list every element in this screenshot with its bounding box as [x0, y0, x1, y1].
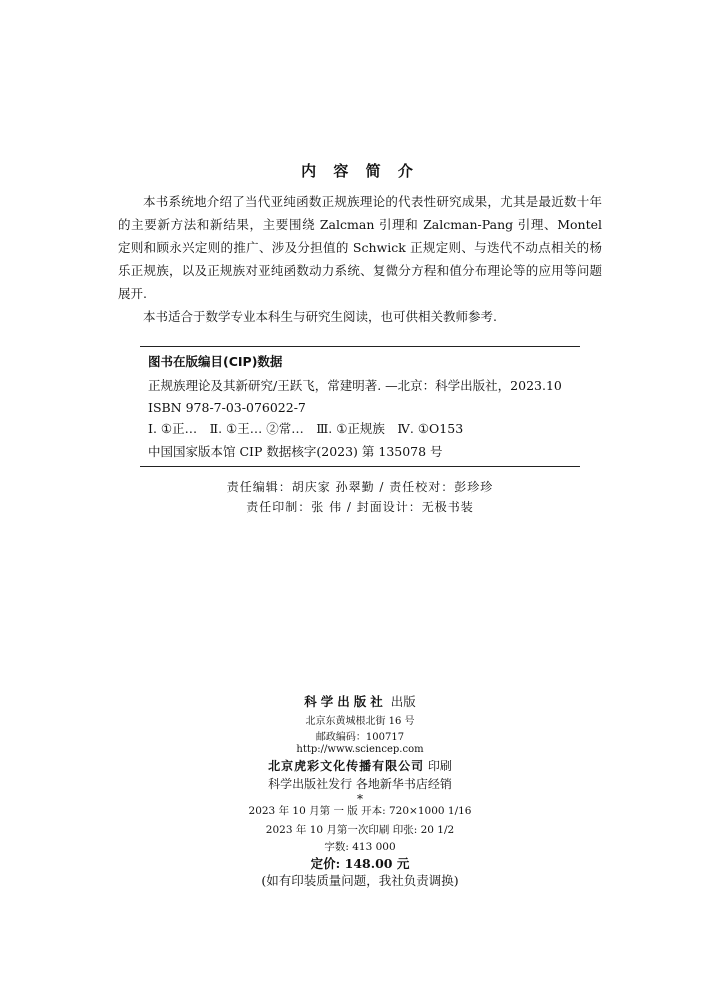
cip-isbn: ISBN 978-7-03-076022-7 [148, 400, 306, 415]
postcode: 邮政编码：100717 [315, 732, 405, 743]
cip-bottom-rule [140, 466, 580, 467]
intro-paragraph: 本书系统地介绍了当代亚纯函数正规族理论的代表性研究成果，尤其是最近数十年的主要新方法和新结果，主要围绕 Zalcman 引理和 Zalcman-Pang 引理、Montel 定则和顾永兴定则的推广、涉及分担值的 Schwick 正规定则、与迭代不动点相关的杨乐正规族，以及正规族对亚纯函数动力系统、复微分方程和值分布理论等的应用等问题展开. [118, 194, 602, 301]
publisher-address: 北京东黄城根北街 16 号 [305, 716, 415, 727]
intro-title: 内 容 简 介 [301, 162, 419, 180]
printer-line [0, 757, 720, 774]
printing-info: 2023 年 10 月第一次印刷 印张: 20 1/2 [265, 824, 455, 836]
quality-notice: (如有印装质量问题，我社负责调换) [261, 873, 459, 888]
cip-record-number: 中国国家版本馆 CIP 数据核字(2023) 第 135078 号 [148, 444, 443, 459]
printer-name: 北京虎彩文化传播有限公司 [268, 759, 425, 773]
edition-info: 2023 年 10 月第 一 版 开本: 720×1000 1/16 [248, 805, 472, 817]
price: 定价: 148.00 元 [310, 856, 410, 871]
printer-suffix: 印刷 [427, 759, 452, 773]
cip-top-rule [140, 346, 580, 347]
cip-book-line: 正规族理论及其新研究/王跃飞，常建明著. —北京：科学出版社，2023.10 [148, 378, 562, 393]
cip-classification: Ⅰ. ①正… Ⅱ. ①王… ②常… Ⅲ. ①正规族 Ⅳ. ①O153 [148, 421, 464, 436]
publisher-line [0, 692, 720, 710]
production-credits: 责任印制：张 伟 / 封面设计：无极书装 [246, 500, 474, 514]
publisher-name: 科学出版社 [304, 694, 387, 709]
intro-text [118, 190, 602, 328]
separator-star: * [357, 792, 363, 806]
intro-paragraph: 本书适合于数学专业本科生与研究生阅读，也可供相关教师参考. [143, 309, 497, 324]
cip-heading: 图书在版编目(CIP)数据 [148, 354, 283, 369]
editor-credits: 责任编辑：胡庆家 孙翠勤 / 责任校对：彭珍珍 [226, 480, 494, 494]
publisher-suffix: 出版 [390, 694, 416, 709]
word-count: 字数: 413 000 [324, 841, 396, 853]
distribution-line: 科学出版社发行 各地新华书店经销 [268, 777, 452, 791]
publisher-url: http://www.sciencep.com [296, 744, 424, 755]
